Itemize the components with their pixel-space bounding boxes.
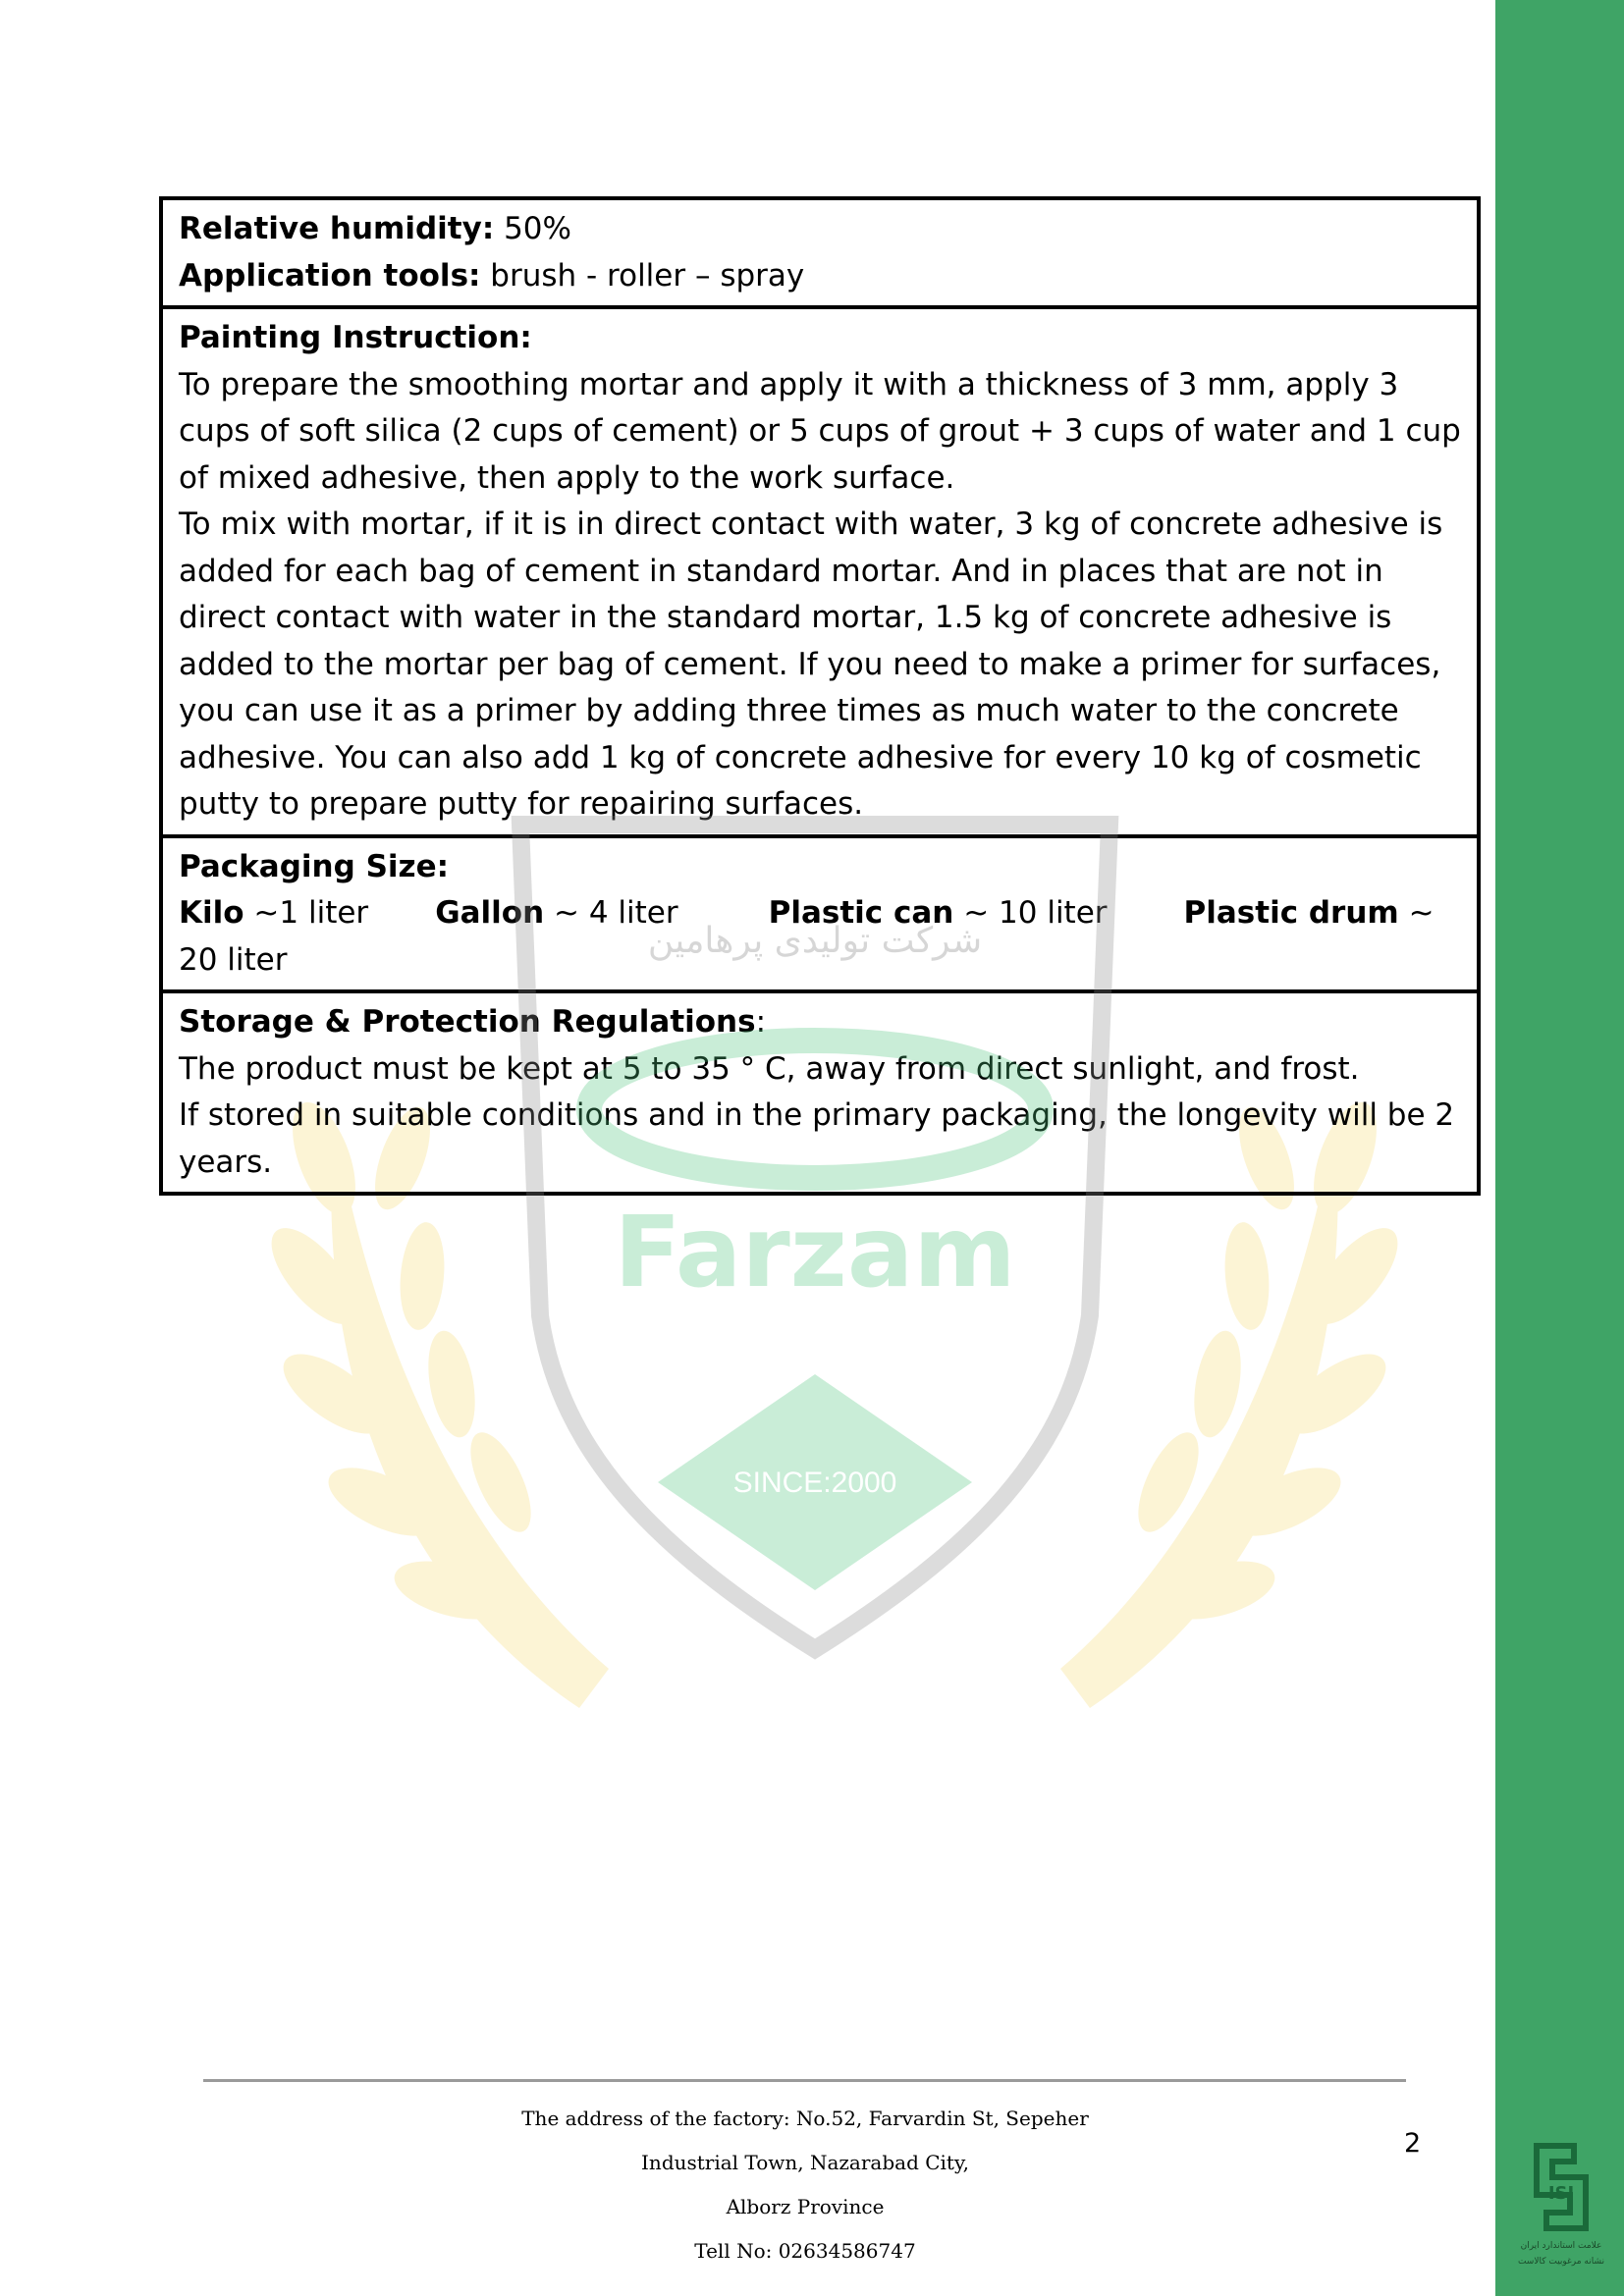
conditions-row: [161, 198, 1479, 307]
iso-caption-2: نشانه مرغوبیت کالاست: [1517, 2257, 1605, 2267]
iso-caption-1: علامت استاندارد ایران: [1520, 2241, 1602, 2251]
packaging-label: Packaging Size:: [179, 848, 450, 884]
tools-value: brush - roller – spray: [480, 257, 805, 294]
package-size-plastic-can: ~ 10 liter: [953, 895, 1108, 931]
iran-standard-logo-icon: [1517, 2138, 1605, 2275]
page-number: 2: [1404, 2128, 1422, 2159]
watermark-since: SINCE:2000: [732, 1467, 897, 1499]
storage-row: [161, 991, 1479, 1194]
svg-text:ISI: ISI: [1547, 2183, 1575, 2204]
humidity-label: Relative humidity:: [179, 211, 495, 246]
storage-paragraph-2: If stored in suitable conditions and in the primary packaging, the longevity will be 2 years.: [179, 1097, 1455, 1180]
footer-divider: [203, 2079, 1406, 2082]
package-name-plastic-drum: Plastic drum: [1183, 895, 1399, 931]
footer-line-1: The address of the factory: No.52, Farvardin St, Sepeher: [521, 2107, 1089, 2130]
storage-label: Storage & Protection Regulations: [179, 1004, 756, 1040]
package-name-kilo: Kilo: [179, 895, 244, 931]
painting-row: [161, 307, 1479, 836]
painting-paragraph-1: To prepare the smoothing mortar and apply it with a thickness of 3 mm, apply 3 cups of soft silica (2 cups of cement) or 5 cups of grout + 3 cups of water and 1 cup of mixed adhesive, then apply to the work surface.: [179, 366, 1461, 496]
footer-line-4: Tell No: 02634586747: [694, 2239, 916, 2263]
package-size-kilo: ~1 liter: [244, 895, 369, 931]
logo-diamond: [658, 1374, 972, 1590]
packaging-sizes: [179, 890, 1463, 984]
package-name-gallon: Gallon: [435, 895, 545, 931]
green-side-bar: [1495, 0, 1624, 2296]
storage-paragraph-1: The product must be kept at 5 to 35 ° C, away from direct sunlight, and frost.: [179, 1050, 1360, 1087]
painting-paragraph-2: To mix with mortar, if it is in direct contact with water, 3 kg of concrete adhesive is added for each bag of cement in standard mortar. And in places that are not in direct contact with water in the standard mortar, 1.5 kg of concrete adhesive is added to the mortar per bag of cement. If you need to make a primer for surfaces, you can use it as a primer by adding three times as much water to the concrete adhesive. You can also add 1 kg of concrete adhesive for every 10 kg of cosmetic putty to prepare putty for repairing surfaces.: [179, 507, 1443, 822]
package-size-gallon: ~ 4 liter: [544, 895, 678, 931]
footer-line-2: Industrial Town, Nazarabad City,: [641, 2151, 969, 2174]
humidity-value: 50%: [494, 211, 571, 246]
watermark-persian: شرکت تولیدی پرهامین: [647, 921, 983, 961]
footer-address: [295, 2097, 1316, 2273]
package-name-plastic-can: Plastic can: [768, 895, 954, 931]
painting-label: Painting Instruction:: [179, 320, 532, 355]
tools-label: Application tools:: [179, 257, 481, 294]
package-size-plastic-drum: ~ 20 liter: [179, 895, 1435, 978]
footer-line-3: Alborz Province: [726, 2195, 885, 2218]
storage-colon: :: [755, 1004, 767, 1040]
product-spec-table: [159, 196, 1481, 1196]
packaging-row: [161, 836, 1479, 992]
watermark-brand: Farzam: [614, 1195, 1016, 1309]
